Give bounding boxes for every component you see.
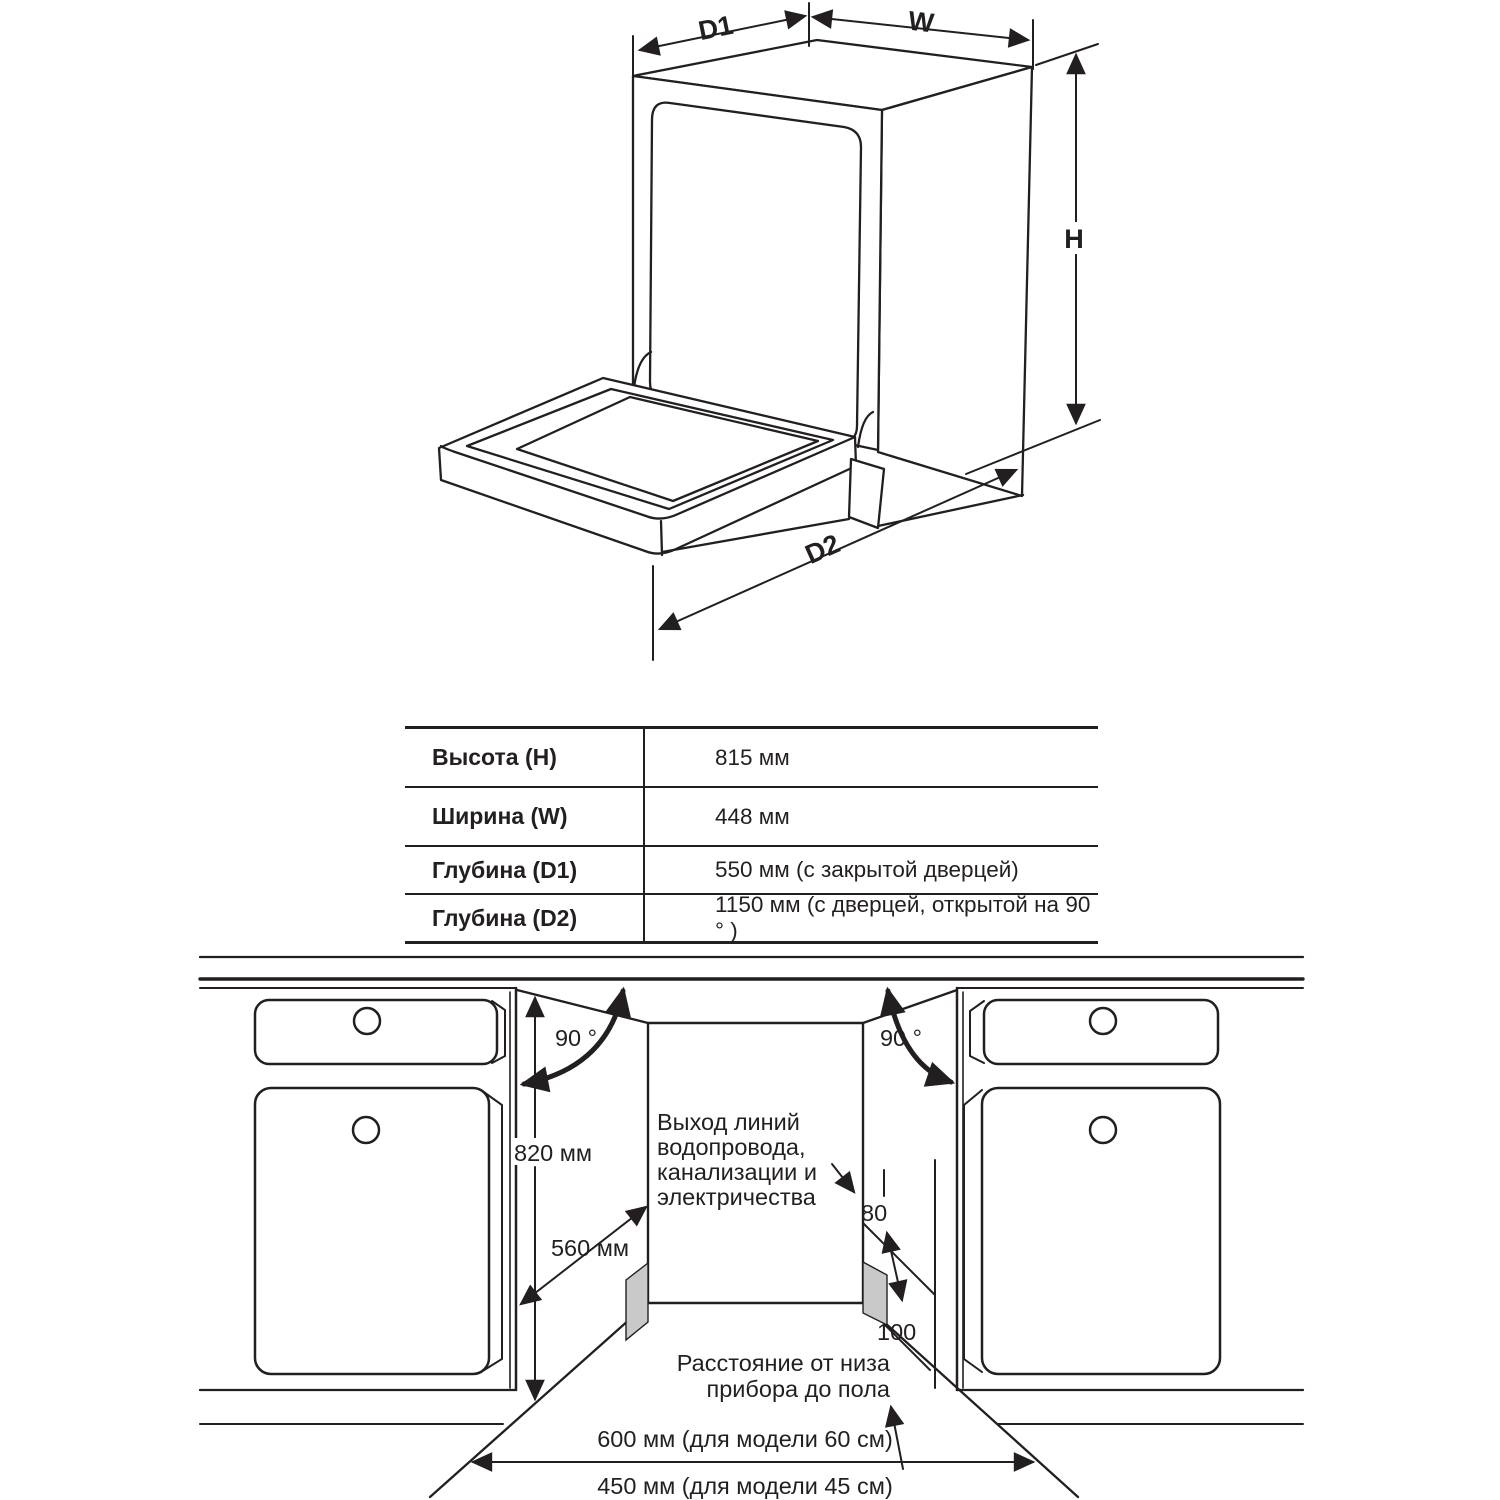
wall-offset-label: 80 <box>861 1200 888 1226</box>
niche-top-left-perspective <box>517 990 648 1023</box>
utility-text-line-3: канализации и <box>657 1159 817 1185</box>
table-row <box>405 892 1098 943</box>
dim-100 <box>887 1233 902 1300</box>
spec-table <box>405 726 1098 944</box>
spec-label: Ширина (W) <box>405 788 645 845</box>
open-door-corner-seam <box>661 521 662 555</box>
niche-depth-label: 560 мм <box>550 1235 630 1261</box>
spec-value: 448 мм <box>715 803 790 829</box>
right-drawer-bevel <box>970 1001 984 1063</box>
table-row <box>405 847 1098 895</box>
spec-value: 1150 мм (с дверцей, открытой на 90 ° ) <box>715 892 1091 943</box>
leader-floor-note <box>891 1407 903 1469</box>
width-60-label: 600 мм (для модели 60 см) <box>597 1426 893 1452</box>
niche-top-right-perspective <box>863 990 957 1023</box>
ext-line-h-top <box>1036 44 1098 65</box>
utility-zone-right <box>863 1262 887 1325</box>
leader-80 <box>832 1164 854 1192</box>
label-d1: D1 <box>695 9 736 47</box>
label-h: H <box>1064 224 1084 254</box>
utility-text-line-4: электричества <box>657 1184 816 1210</box>
right-door-front <box>982 1088 1220 1374</box>
niche-height-label: 820 мм <box>514 1140 593 1166</box>
angle-label-left: 90 ° <box>554 1025 598 1051</box>
dishwasher-isometric-drawing <box>439 40 1032 555</box>
utility-zone-left <box>626 1263 648 1340</box>
angle-label-right: 90 ° <box>879 1025 923 1051</box>
table-row <box>405 729 1098 788</box>
floor-offset-label: 100 <box>877 1319 917 1345</box>
spec-value: 815 мм <box>715 744 790 770</box>
utility-text-line-2: водопровода, <box>657 1134 806 1160</box>
label-d2: D2 <box>800 528 845 570</box>
floor-note-line-2: прибора до пола <box>706 1376 890 1402</box>
left-door-front <box>255 1088 489 1374</box>
right-door-bevel <box>964 1090 982 1372</box>
spec-table-rows <box>405 729 1098 941</box>
table-row <box>405 788 1098 847</box>
spec-label: Глубина (D1) <box>405 847 645 893</box>
right-drawer-front <box>984 1000 1218 1064</box>
width-45-label: 450 мм (для модели 45 см) <box>597 1473 893 1499</box>
floor-note-line-1: Расстояние от низа <box>676 1350 890 1376</box>
installation-diagram <box>200 957 1303 1497</box>
spec-label: Высота (H) <box>405 729 645 786</box>
base-foot <box>849 459 884 528</box>
spec-value: 550 мм (с закрытой дверцей) <box>715 857 1019 882</box>
utility-text-line-1: Выход линий <box>657 1109 800 1135</box>
spec-label: Глубина (D2) <box>405 895 645 941</box>
cabinet-right-face <box>878 67 1032 496</box>
label-w: W <box>906 5 936 39</box>
